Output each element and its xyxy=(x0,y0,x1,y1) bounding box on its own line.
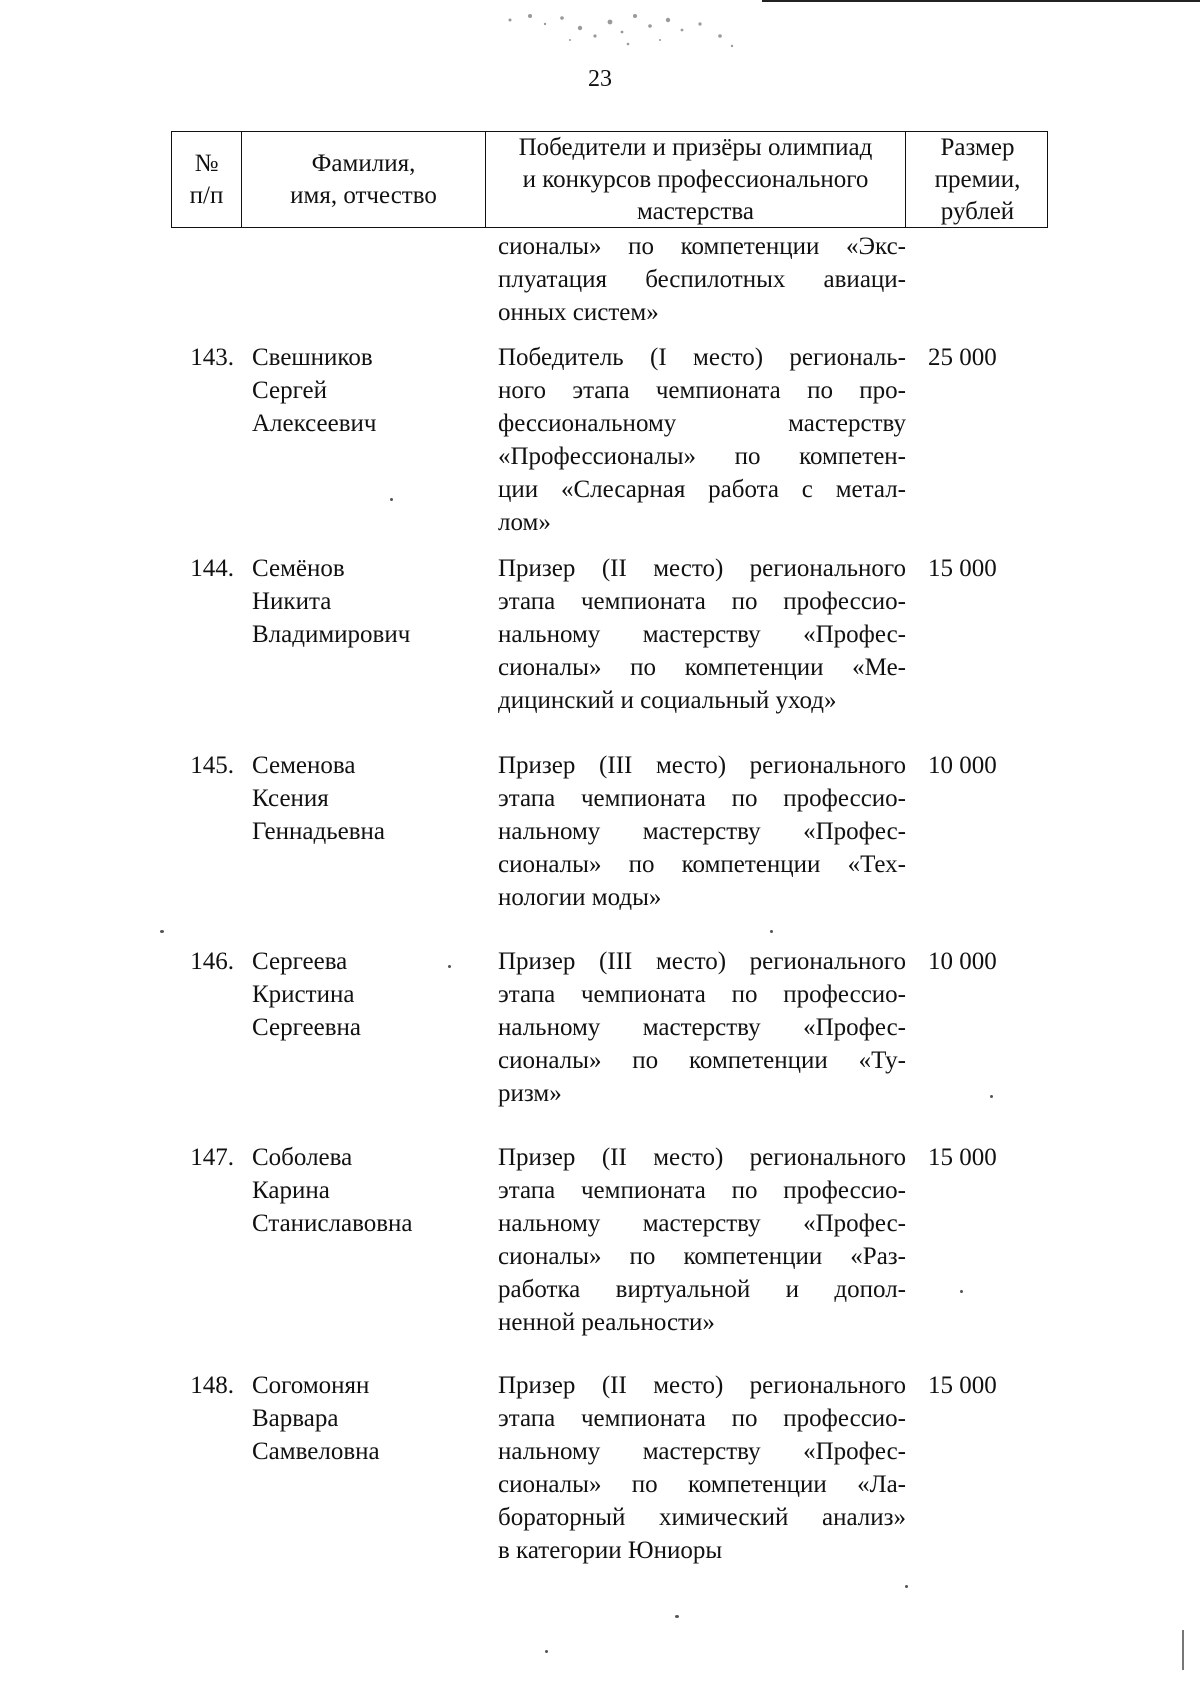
row-name xyxy=(252,749,472,848)
desc-line: дицинский и социальный уход» xyxy=(498,687,837,714)
scan-speck xyxy=(545,1650,548,1653)
name-line: Сергей xyxy=(252,377,327,404)
desc-line: ризм» xyxy=(498,1080,562,1107)
row-name xyxy=(252,341,472,440)
page-number: 23 xyxy=(588,66,612,92)
row-prize: 10 000 xyxy=(928,948,997,975)
name-line: Соболева xyxy=(252,1144,353,1171)
scan-speck xyxy=(905,1585,908,1588)
name-line: Самвеловна xyxy=(252,1438,380,1465)
name-line: Станиславовна xyxy=(252,1210,413,1237)
continued-description xyxy=(498,230,906,329)
desc-line: нальному мастерству «Профес- xyxy=(498,621,906,648)
name-line: Согомонян xyxy=(252,1372,370,1399)
desc-line: сионалы» по компетенции «Тех- xyxy=(498,851,906,878)
scan-speck xyxy=(960,1290,963,1293)
name-line: Ксения xyxy=(252,785,329,812)
row-description xyxy=(498,1369,906,1567)
desc-line: Призер (III место) регионального xyxy=(498,752,906,779)
name-line: Сергеева xyxy=(252,948,348,975)
desc-line: этапа чемпионата по профессио- xyxy=(498,785,906,812)
desc-line: этапа чемпионата по профессио- xyxy=(498,588,906,615)
row-prize: 10 000 xyxy=(928,752,997,779)
row-name xyxy=(252,945,472,1044)
row-prize: 25 000 xyxy=(928,344,997,371)
name-line: Алексеевич xyxy=(252,410,377,437)
row-number: 144. xyxy=(190,555,234,582)
desc-line: ции «Слесарная работа с метал- xyxy=(498,476,906,503)
desc-line: сионалы» по компетенции «Ме- xyxy=(498,654,906,681)
scan-speck xyxy=(675,1615,679,1618)
row-description xyxy=(498,552,906,717)
desc-line: в категории Юниоры xyxy=(498,1537,723,1564)
desc-line: нальному мастерству «Профес- xyxy=(498,818,906,845)
name-line: Семенова xyxy=(252,752,356,779)
row-number: 147. xyxy=(190,1144,234,1171)
name-line: Кристина xyxy=(252,981,355,1008)
row-number: 143. xyxy=(190,344,234,371)
scan-speck xyxy=(990,1095,993,1098)
name-line: Геннадьевна xyxy=(252,818,385,845)
desc-line: сионалы» по компетенции «Ту- xyxy=(498,1047,906,1074)
desc-line: Победитель (I место) региональ- xyxy=(498,344,906,371)
smudged-stamp-marks xyxy=(500,6,760,54)
desc-line: работка виртуальной и допол- xyxy=(498,1276,906,1303)
desc-line: нологии моды» xyxy=(498,884,662,911)
row-description xyxy=(498,341,906,539)
continued-line: онных систем» xyxy=(498,299,659,326)
row-prize: 15 000 xyxy=(928,1144,997,1171)
table-header xyxy=(171,131,1048,228)
desc-line: Призер (III место) регионального xyxy=(498,948,906,975)
desc-line: «Профессионалы» по компетен- xyxy=(498,443,906,470)
desc-line: бораторный химический анализ» xyxy=(498,1504,906,1531)
desc-line: этапа чемпионата по профессио- xyxy=(498,981,906,1008)
header-prize: Размер премии, рублей xyxy=(934,133,1021,225)
row-name xyxy=(252,552,472,651)
name-line: Сергеевна xyxy=(252,1014,361,1041)
scan-speck xyxy=(160,930,164,933)
scan-speck xyxy=(770,930,773,933)
name-line: Варвара xyxy=(252,1405,339,1432)
row-number: 148. xyxy=(190,1372,234,1399)
name-line: Карина xyxy=(252,1177,330,1204)
row-description xyxy=(498,1141,906,1339)
desc-line: Призер (II место) регионального xyxy=(498,1144,906,1171)
row-name xyxy=(252,1369,472,1468)
desc-line: этапа чемпионата по профессио- xyxy=(498,1405,906,1432)
scan-edge-mark xyxy=(1182,1630,1184,1670)
continued-line: сионалы» по компетенции «Экс- xyxy=(498,233,906,260)
desc-line: Призер (II место) регионального xyxy=(498,555,906,582)
desc-line: сионалы» по компетенции «Раз- xyxy=(498,1243,906,1270)
desc-line: Призер (II место) регионального xyxy=(498,1372,906,1399)
row-prize: 15 000 xyxy=(928,555,997,582)
row-prize: 15 000 xyxy=(928,1372,997,1399)
row-number: 146. xyxy=(190,948,234,975)
row-name xyxy=(252,1141,472,1240)
continued-line: плуатация беспилотных авиаци- xyxy=(498,266,906,293)
desc-line: ного этапа чемпионата по про- xyxy=(498,377,906,404)
name-line: Свешников xyxy=(252,344,373,371)
name-line: Никита xyxy=(252,588,332,615)
desc-line: фессиональному мастерству xyxy=(498,410,906,437)
top-rule xyxy=(762,0,1200,2)
header-num: № п/п xyxy=(172,132,242,227)
scan-speck xyxy=(448,965,451,968)
desc-line: сионалы» по компетенции «Ла- xyxy=(498,1471,906,1498)
desc-line: лом» xyxy=(498,509,551,536)
desc-line: нальному мастерству «Профес- xyxy=(498,1210,906,1237)
name-line: Семёнов xyxy=(252,555,345,582)
desc-line: нальному мастерству «Профес- xyxy=(498,1014,906,1041)
row-description xyxy=(498,749,906,914)
desc-line: ненной реальности» xyxy=(498,1309,715,1336)
row-number: 145. xyxy=(190,752,234,779)
desc-line: этапа чемпионата по профессио- xyxy=(498,1177,906,1204)
name-line: Владимирович xyxy=(252,621,411,648)
header-name: Фамилия, имя, отчество xyxy=(242,132,486,227)
desc-line: нальному мастерству «Профес- xyxy=(498,1438,906,1465)
header-achievement: Победители и призёры олимпиад и конкурсов профессионального мастерства xyxy=(486,132,906,227)
row-description xyxy=(498,945,906,1110)
scan-speck xyxy=(390,498,393,501)
